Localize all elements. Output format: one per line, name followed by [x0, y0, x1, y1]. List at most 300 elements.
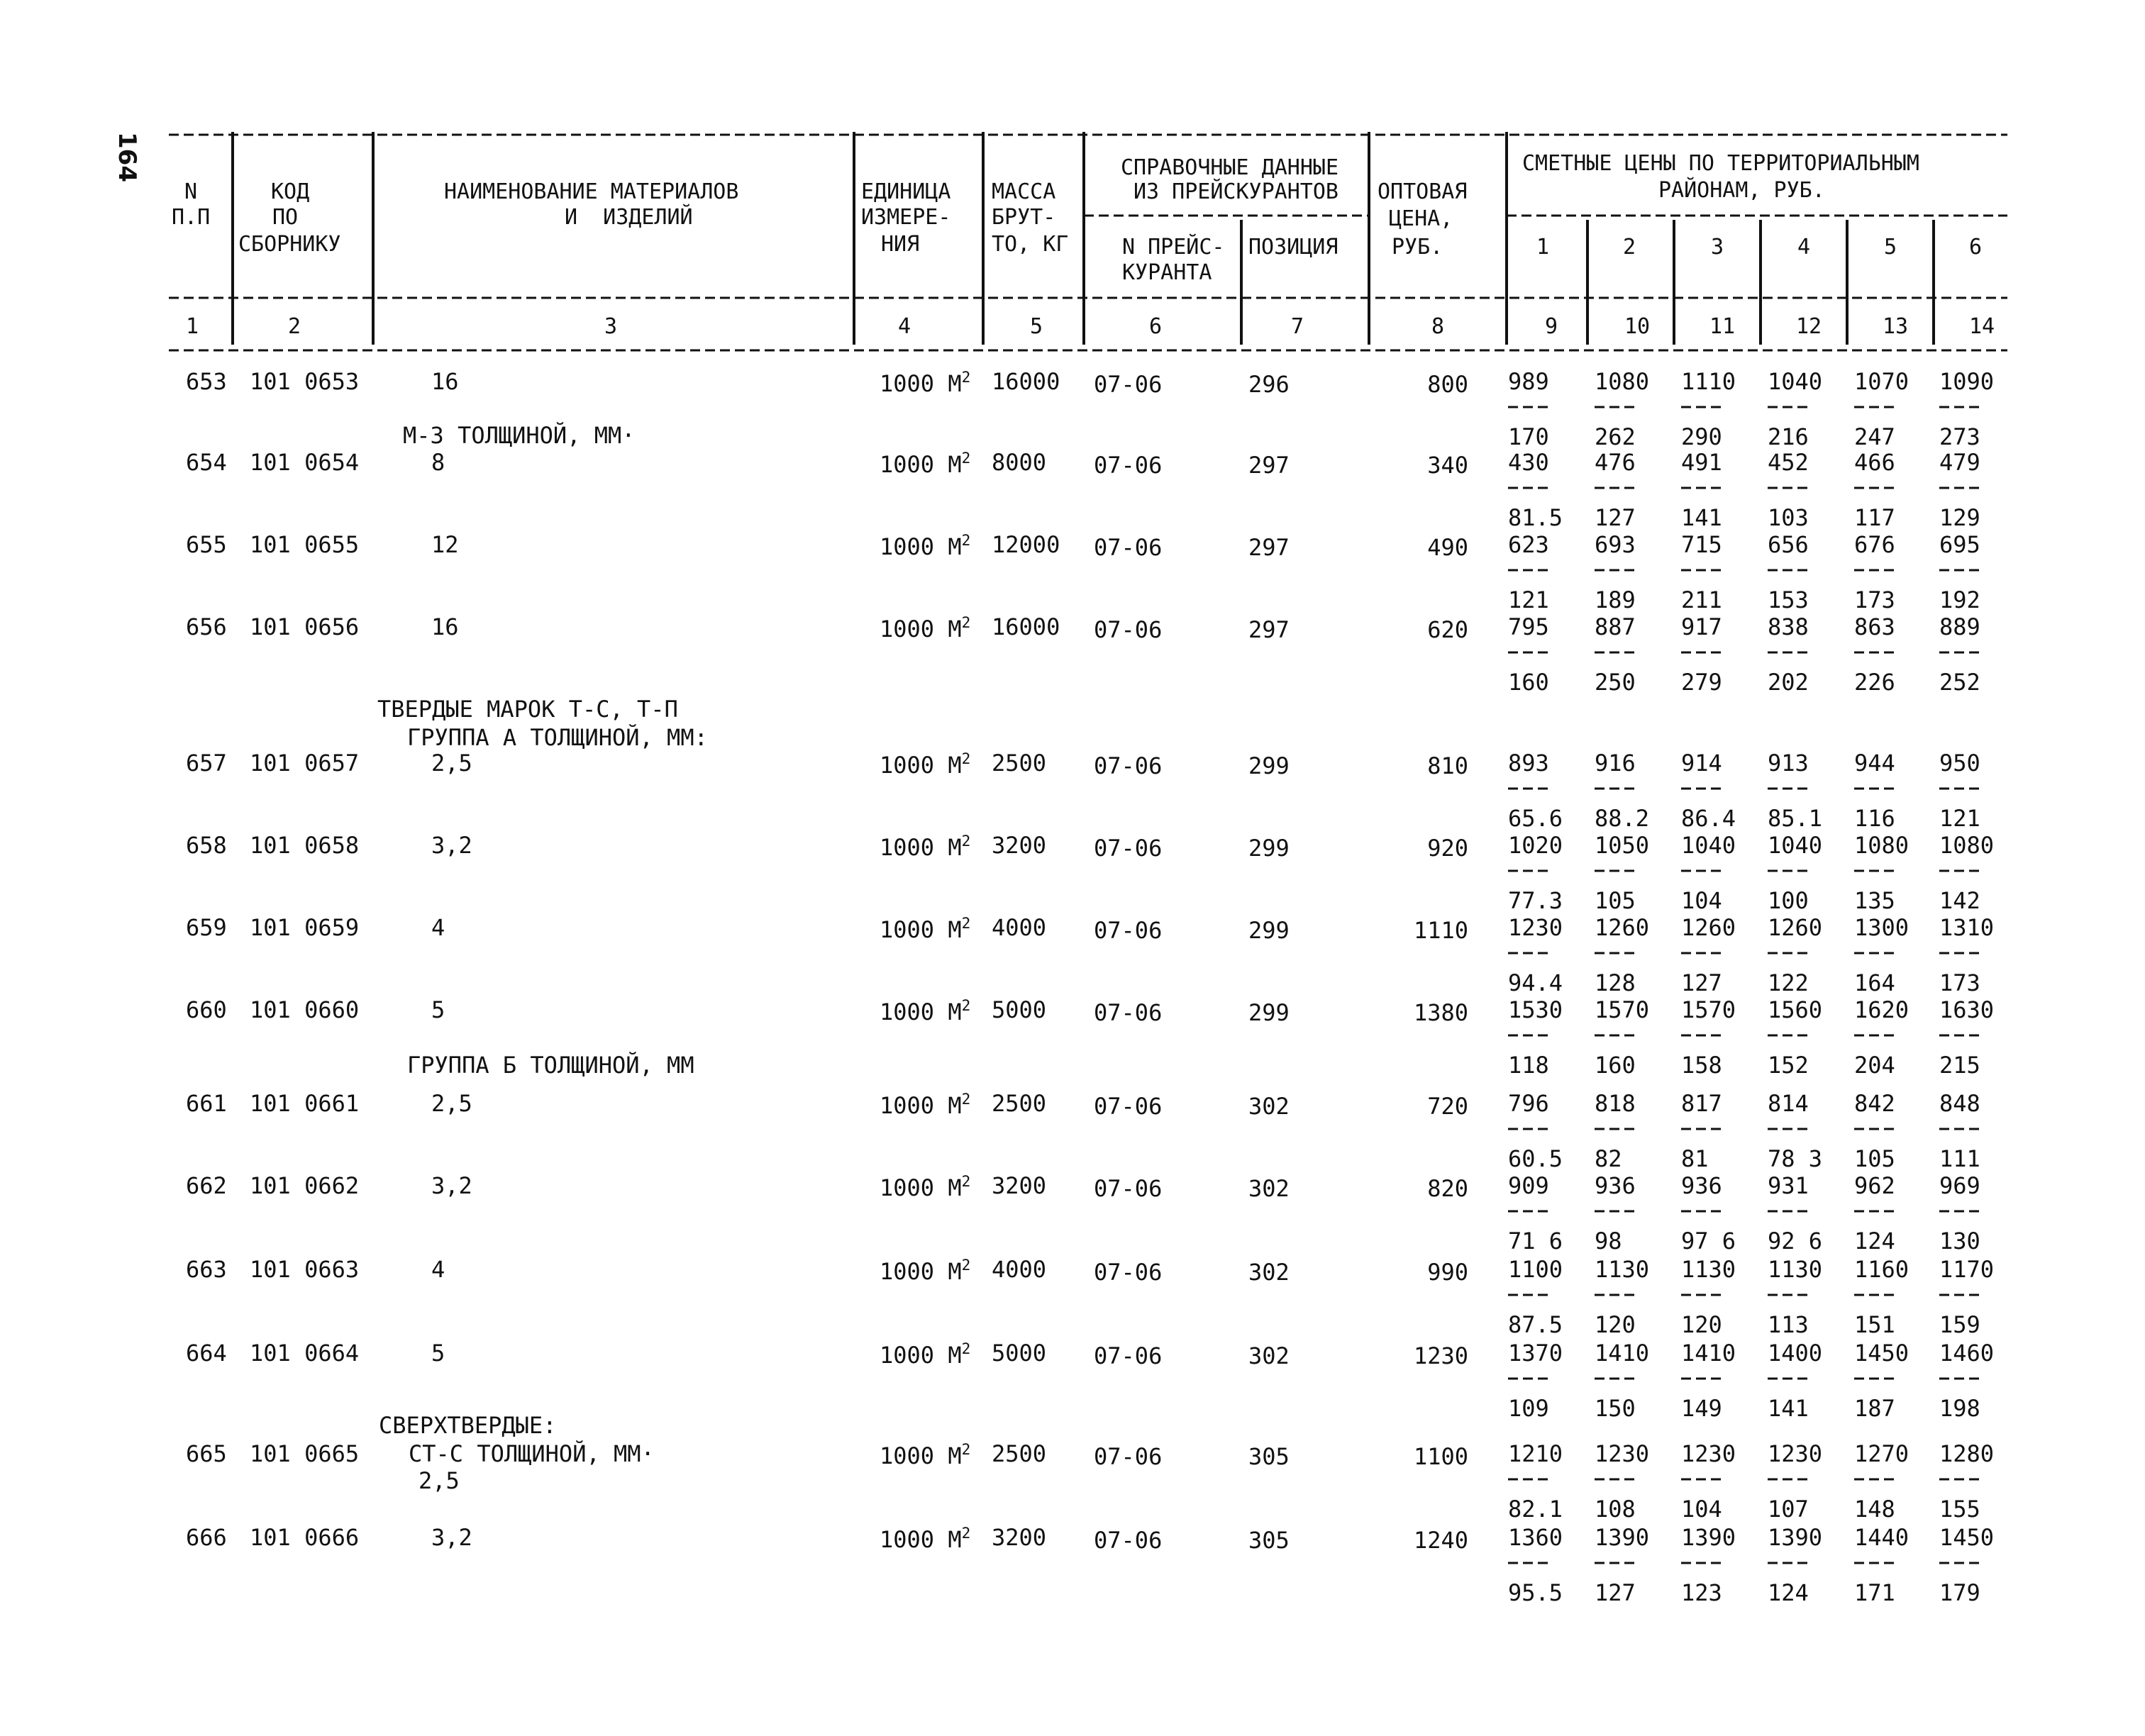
- regional-price: 1210: [1508, 1440, 1563, 1467]
- row-position: 302: [1248, 1259, 1290, 1286]
- row-code: 101 0655: [250, 531, 360, 558]
- regional-price: 715: [1681, 531, 1722, 558]
- header-name-line2: И ИЗДЕЛИЙ: [565, 205, 693, 230]
- row-number: 665: [186, 1440, 227, 1467]
- regional-sub-price: 171: [1854, 1579, 1895, 1606]
- unit-exponent: 2: [961, 1525, 971, 1542]
- region-label: 6: [1969, 235, 1983, 260]
- row-name: 3,2: [431, 832, 472, 859]
- unit-exponent: 2: [961, 450, 971, 467]
- row-wholesale: 620: [1427, 616, 1468, 643]
- row-number: 663: [186, 1256, 227, 1283]
- regional-price: 950: [1939, 750, 1980, 777]
- unit-main: 1000 М: [880, 916, 962, 943]
- row-code: 101 0658: [250, 832, 360, 859]
- section-title-superhard: СВЕРХТВЕРДЫЕ:: [379, 1412, 557, 1439]
- row-name: 8: [431, 449, 445, 476]
- unit-exponent: 2: [961, 614, 971, 631]
- unit-exponent: 2: [961, 532, 971, 549]
- regional-price: 656: [1768, 531, 1809, 558]
- regional-sub-price: 159: [1939, 1311, 1980, 1338]
- regional-sub-price: 103: [1768, 504, 1809, 531]
- header-pricelist-line2: КУРАНТА: [1122, 260, 1212, 285]
- row-mass: 2500: [992, 1440, 1047, 1467]
- regional-price: 1440: [1854, 1524, 1910, 1551]
- row-code: 101 0662: [250, 1172, 360, 1199]
- row-mass: 12000: [992, 531, 1060, 558]
- regional-price: 1050: [1595, 832, 1650, 859]
- row-pricelist: 07-06: [1094, 917, 1163, 944]
- regional-price: 1390: [1768, 1524, 1823, 1551]
- row-wholesale: 1100: [1413, 1443, 1468, 1470]
- row-mass: 2500: [992, 750, 1047, 777]
- regional-price: 1090: [1939, 368, 1995, 395]
- regional-price: 893: [1508, 750, 1549, 777]
- row-wholesale: 340: [1427, 452, 1468, 479]
- row-name: 16: [431, 368, 459, 395]
- row-position: 299: [1248, 917, 1290, 944]
- column-number: 8: [1431, 314, 1445, 339]
- regional-price: 863: [1854, 613, 1895, 640]
- regional-sub-price: 65.6: [1508, 805, 1563, 832]
- region-label: 4: [1797, 235, 1811, 260]
- unit-exponent: 2: [961, 1091, 971, 1108]
- unit-exponent: 2: [961, 369, 971, 386]
- unit-exponent: 2: [961, 833, 971, 850]
- row-code: 101 0657: [250, 750, 360, 777]
- row-name: 2,5: [431, 1090, 472, 1117]
- column-number: 6: [1149, 314, 1163, 339]
- regional-sub-price: 105: [1595, 887, 1636, 914]
- regional-sub-price: 118: [1508, 1052, 1549, 1079]
- row-code: 101 0659: [250, 914, 360, 941]
- regional-price: 889: [1939, 613, 1980, 640]
- regional-sub-price: 150: [1595, 1395, 1636, 1422]
- row-pricelist: 07-06: [1094, 1093, 1163, 1120]
- regional-sub-price: 215: [1939, 1052, 1980, 1079]
- region-label: 1: [1536, 235, 1550, 260]
- header-mass-line2: БРУТ-: [992, 205, 1056, 230]
- header-ref-line2: ИЗ ПРЕЙСКУРАНТОВ: [1134, 179, 1338, 204]
- row-code: 101 0664: [250, 1340, 360, 1367]
- row-code: 101 0666: [250, 1524, 360, 1551]
- header-position: ПОЗИЦИЯ: [1248, 235, 1338, 260]
- regional-sub-price: 94.4: [1508, 969, 1563, 996]
- regional-sub-price: 142: [1939, 887, 1980, 914]
- row-unit: [880, 1342, 970, 1367]
- row-number: 655: [186, 531, 227, 558]
- regional-price: 1360: [1508, 1524, 1563, 1551]
- regional-sub-price: 97 6: [1681, 1228, 1736, 1254]
- column-number: 14: [1969, 314, 1995, 339]
- regional-sub-price: 211: [1681, 586, 1722, 613]
- row-number: 662: [186, 1172, 227, 1199]
- row-mass: 16000: [992, 613, 1060, 640]
- regional-sub-price: 127: [1595, 504, 1636, 531]
- row-name: 5: [431, 996, 445, 1023]
- row-wholesale: 920: [1427, 835, 1468, 862]
- regional-price: 817: [1681, 1090, 1722, 1117]
- regional-price: 936: [1595, 1172, 1636, 1199]
- regional-sub-price: 158: [1681, 1052, 1722, 1079]
- row-code: 101 0654: [250, 449, 360, 476]
- regional-price: 1260: [1595, 914, 1650, 941]
- unit-main: 1000 М: [880, 451, 962, 478]
- row-pricelist: 07-06: [1094, 1175, 1163, 1202]
- regional-sub-price: 85.1: [1768, 805, 1823, 832]
- row-position: 305: [1248, 1527, 1290, 1554]
- regional-sub-price: 247: [1854, 423, 1895, 450]
- unit-main: 1000 М: [880, 1442, 962, 1469]
- regional-price: 452: [1768, 449, 1809, 476]
- regional-price: 818: [1595, 1090, 1636, 1117]
- unit-main: 1000 М: [880, 1526, 962, 1553]
- regional-price: 1080: [1939, 832, 1995, 859]
- column-number: 3: [604, 314, 618, 339]
- regional-price: 1370: [1508, 1340, 1563, 1367]
- row-wholesale: 820: [1427, 1175, 1468, 1202]
- regional-price: 931: [1768, 1172, 1809, 1199]
- regional-price: 623: [1508, 531, 1549, 558]
- unit-main: 1000 М: [880, 616, 962, 642]
- regional-sub-price: 82.1: [1508, 1496, 1563, 1523]
- row-wholesale: 1110: [1413, 917, 1468, 944]
- regional-sub-price: 121: [1508, 586, 1549, 613]
- regional-price: 1260: [1768, 914, 1823, 941]
- header-ref-line1: СПРАВОЧНЫЕ ДАННЫЕ: [1121, 155, 1339, 180]
- row-position: 302: [1248, 1175, 1290, 1202]
- section-title-st-s-thickness: 2,5: [419, 1467, 460, 1494]
- regional-sub-price: 123: [1681, 1579, 1722, 1606]
- regional-price: 1080: [1595, 368, 1650, 395]
- regional-sub-price: 129: [1939, 504, 1980, 531]
- regional-price: 848: [1939, 1090, 1980, 1117]
- header-unit-line1: ЕДИНИЦА: [861, 179, 951, 204]
- regional-price: 814: [1768, 1090, 1809, 1117]
- regional-price: 1130: [1768, 1256, 1823, 1283]
- regional-sub-price: 279: [1681, 669, 1722, 696]
- unit-main: 1000 М: [880, 533, 962, 560]
- row-number: 654: [186, 449, 227, 476]
- regional-sub-price: 109: [1508, 1395, 1549, 1422]
- row-number: 656: [186, 613, 227, 640]
- regional-sub-price: 88.2: [1595, 805, 1650, 832]
- regional-sub-price: 290: [1681, 423, 1722, 450]
- row-wholesale: 720: [1427, 1093, 1468, 1120]
- row-unit: [880, 916, 970, 941]
- regional-price: 913: [1768, 750, 1809, 777]
- row-name: 5: [431, 1340, 445, 1367]
- regional-sub-price: 173: [1939, 969, 1980, 996]
- regional-price: 962: [1854, 1172, 1895, 1199]
- regional-sub-price: 105: [1854, 1145, 1895, 1172]
- row-wholesale: 800: [1427, 371, 1468, 398]
- row-wholesale: 810: [1427, 752, 1468, 779]
- row-unit: [880, 1526, 970, 1551]
- regional-sub-price: 60.5: [1508, 1145, 1563, 1172]
- regional-price: 989: [1508, 368, 1549, 395]
- unit-exponent: 2: [961, 997, 971, 1014]
- regional-sub-price: 71 6: [1508, 1228, 1563, 1254]
- unit-main: 1000 М: [880, 1174, 962, 1201]
- regional-price: 1230: [1681, 1440, 1736, 1467]
- page-number: 164: [113, 132, 141, 182]
- row-number: 661: [186, 1090, 227, 1117]
- regional-sub-price: 155: [1939, 1496, 1980, 1523]
- row-pricelist: 07-06: [1094, 1259, 1163, 1286]
- row-unit: [880, 1258, 970, 1283]
- regional-price: 909: [1508, 1172, 1549, 1199]
- row-pricelist: 07-06: [1094, 371, 1163, 398]
- row-pricelist: 07-06: [1094, 752, 1163, 779]
- row-unit: [880, 998, 970, 1023]
- regional-price: 1450: [1939, 1524, 1995, 1551]
- row-unit: [880, 1092, 970, 1117]
- row-pricelist: 07-06: [1094, 452, 1163, 479]
- row-mass: 3200: [992, 1172, 1047, 1199]
- row-name: 3,2: [431, 1172, 472, 1199]
- regional-price: 1570: [1595, 996, 1650, 1023]
- row-pricelist: 07-06: [1094, 999, 1163, 1026]
- regional-price: 491: [1681, 449, 1722, 476]
- regional-sub-price: 130: [1939, 1228, 1980, 1254]
- regional-sub-price: 152: [1768, 1052, 1809, 1079]
- column-number: 10: [1624, 314, 1651, 339]
- regional-price: 1410: [1681, 1340, 1736, 1367]
- row-name: 4: [431, 914, 445, 941]
- regional-sub-price: 250: [1595, 669, 1636, 696]
- row-wholesale: 490: [1427, 534, 1468, 561]
- row-code: 101 0661: [250, 1090, 360, 1117]
- regional-sub-price: 81: [1681, 1145, 1709, 1172]
- row-mass: 3200: [992, 832, 1047, 859]
- row-unit: [880, 752, 970, 777]
- regional-sub-price: 124: [1768, 1579, 1809, 1606]
- unit-exponent: 2: [961, 1441, 971, 1458]
- regional-price: 1270: [1854, 1440, 1910, 1467]
- row-number: 659: [186, 914, 227, 941]
- header-wholesale-line2: ЦЕНА,: [1389, 206, 1453, 231]
- regional-sub-price: 120: [1595, 1311, 1636, 1338]
- regional-sub-price: 141: [1681, 504, 1722, 531]
- row-pricelist: 07-06: [1094, 616, 1163, 643]
- row-number: 653: [186, 368, 227, 395]
- regional-price: 914: [1681, 750, 1722, 777]
- regional-sub-price: 104: [1681, 1496, 1722, 1523]
- regional-price: 1390: [1595, 1524, 1650, 1551]
- regional-price: 1410: [1595, 1340, 1650, 1367]
- regional-price: 887: [1595, 613, 1636, 640]
- section-title-hard: ТВЕРДЫЕ МАРОК Т-С, Т-П: [377, 696, 678, 723]
- section-title-group-a: ГРУППА А ТОЛЩИНОЙ, ММ:: [407, 724, 708, 751]
- regional-sub-price: 78 3: [1768, 1145, 1823, 1172]
- regional-sub-price: 179: [1939, 1579, 1980, 1606]
- row-name: 4: [431, 1256, 445, 1283]
- regional-sub-price: 120: [1681, 1311, 1722, 1338]
- row-code: 101 0665: [250, 1440, 360, 1467]
- column-number: 7: [1291, 314, 1304, 339]
- header-unit-line3: НИЯ: [881, 232, 920, 257]
- regional-sub-price: 170: [1508, 423, 1549, 450]
- regional-price: 1310: [1939, 914, 1995, 941]
- unit-main: 1000 М: [880, 998, 962, 1025]
- regional-price: 1230: [1595, 1440, 1650, 1467]
- regional-price: 1070: [1854, 368, 1910, 395]
- header-regional-line2: РАЙОНАМ, РУБ.: [1658, 178, 1825, 203]
- regional-price: 1130: [1595, 1256, 1650, 1283]
- regional-price: 838: [1768, 613, 1809, 640]
- regional-price: 695: [1939, 531, 1980, 558]
- regional-price: 676: [1854, 531, 1895, 558]
- unit-main: 1000 М: [880, 1092, 962, 1119]
- regional-sub-price: 117: [1854, 504, 1895, 531]
- row-unit: [880, 451, 970, 476]
- regional-sub-price: 127: [1595, 1579, 1636, 1606]
- regional-sub-price: 151: [1854, 1311, 1895, 1338]
- regional-sub-price: 121: [1939, 805, 1980, 832]
- row-position: 297: [1248, 616, 1290, 643]
- unit-exponent: 2: [961, 915, 971, 932]
- column-number: 4: [898, 314, 911, 339]
- regional-sub-price: 104: [1681, 887, 1722, 914]
- header-code-line2: ПО: [272, 205, 299, 230]
- regional-price: 1130: [1681, 1256, 1736, 1283]
- regional-sub-price: 141: [1768, 1395, 1809, 1422]
- regional-sub-price: 160: [1508, 669, 1549, 696]
- row-mass: 2500: [992, 1090, 1047, 1117]
- unit-main: 1000 М: [880, 834, 962, 861]
- row-position: 305: [1248, 1443, 1290, 1470]
- header-num-line2: П.П: [172, 205, 211, 230]
- regional-sub-price: 116: [1854, 805, 1895, 832]
- regional-price: 969: [1939, 1172, 1980, 1199]
- section-title-group-b: ГРУППА Б ТОЛЩИНОЙ, ММ: [407, 1052, 694, 1079]
- header-wholesale-line3: РУБ.: [1392, 235, 1443, 260]
- regional-sub-price: 164: [1854, 969, 1895, 996]
- regional-sub-price: 98: [1595, 1228, 1622, 1254]
- regional-sub-price: 77.3: [1508, 887, 1563, 914]
- regional-price: 1450: [1854, 1340, 1910, 1367]
- regional-price: 842: [1854, 1090, 1895, 1117]
- row-pricelist: 07-06: [1094, 1443, 1163, 1470]
- regional-sub-price: 149: [1681, 1395, 1722, 1422]
- region-label: 5: [1884, 235, 1897, 260]
- regional-sub-price: 111: [1939, 1145, 1980, 1172]
- column-number: 12: [1796, 314, 1822, 339]
- regional-sub-price: 122: [1768, 969, 1809, 996]
- row-name: 16: [431, 613, 459, 640]
- row-unit: [880, 533, 970, 558]
- row-unit: [880, 616, 970, 640]
- unit-exponent: 2: [961, 1173, 971, 1190]
- regional-price: 1280: [1939, 1440, 1995, 1467]
- row-position: 297: [1248, 534, 1290, 561]
- row-number: 658: [186, 832, 227, 859]
- row-pricelist: 07-06: [1094, 835, 1163, 862]
- row-mass: 8000: [992, 449, 1047, 476]
- regional-sub-price: 92 6: [1768, 1228, 1823, 1254]
- row-position: 299: [1248, 752, 1290, 779]
- row-name: 12: [431, 531, 459, 558]
- row-code: 101 0653: [250, 368, 360, 395]
- regional-price: 1230: [1768, 1440, 1823, 1467]
- row-wholesale: 1230: [1413, 1342, 1468, 1369]
- regional-price: 1100: [1508, 1256, 1563, 1283]
- column-number: 1: [186, 314, 199, 339]
- regional-sub-price: 252: [1939, 669, 1980, 696]
- regional-price: 1570: [1681, 996, 1736, 1023]
- row-mass: 4000: [992, 914, 1047, 941]
- regional-price: 1230: [1508, 914, 1563, 941]
- column-number: 11: [1709, 314, 1736, 339]
- header-regional-line1: СМЕТНЫЕ ЦЕНЫ ПО ТЕРРИТОРИАЛЬНЫМ: [1522, 151, 1919, 176]
- row-unit: [880, 1174, 970, 1199]
- row-mass: 3200: [992, 1524, 1047, 1551]
- header-num-line1: N: [184, 179, 198, 204]
- regional-price: 1530: [1508, 996, 1563, 1023]
- row-unit: [880, 1442, 970, 1467]
- regional-price: 1170: [1939, 1256, 1995, 1283]
- regional-price: 795: [1508, 613, 1549, 640]
- regional-price: 1400: [1768, 1340, 1823, 1367]
- regional-sub-price: 113: [1768, 1311, 1809, 1338]
- regional-sub-price: 86.4: [1681, 805, 1736, 832]
- regional-price: 1040: [1768, 368, 1823, 395]
- row-number: 666: [186, 1524, 227, 1551]
- row-pricelist: 07-06: [1094, 534, 1163, 561]
- regional-sub-price: 216: [1768, 423, 1809, 450]
- regional-price: 916: [1595, 750, 1636, 777]
- row-code: 101 0663: [250, 1256, 360, 1283]
- header-mass-line3: ТО, КГ: [992, 232, 1069, 257]
- regional-sub-price: 226: [1854, 669, 1895, 696]
- row-name: 2,5: [431, 750, 472, 777]
- regional-price: 1020: [1508, 832, 1563, 859]
- row-wholesale: 1380: [1413, 999, 1468, 1026]
- regional-price: 1560: [1768, 996, 1823, 1023]
- unit-exponent: 2: [961, 1340, 971, 1357]
- region-label: 3: [1711, 235, 1724, 260]
- regional-sub-price: 273: [1939, 423, 1980, 450]
- regional-sub-price: 153: [1768, 586, 1809, 613]
- row-position: 296: [1248, 371, 1290, 398]
- regional-sub-price: 100: [1768, 887, 1809, 914]
- row-unit: [880, 370, 970, 395]
- regional-price: 1390: [1681, 1524, 1736, 1551]
- regional-sub-price: 198: [1939, 1395, 1980, 1422]
- header-pricelist-line1: N ПРЕЙС-: [1122, 235, 1225, 260]
- regional-sub-price: 262: [1595, 423, 1636, 450]
- row-position: 299: [1248, 999, 1290, 1026]
- regional-price: 1620: [1854, 996, 1910, 1023]
- header-mass-line1: МАССА: [992, 179, 1056, 204]
- column-number: 5: [1030, 314, 1043, 339]
- regional-sub-price: 107: [1768, 1496, 1809, 1523]
- regional-sub-price: 202: [1768, 669, 1809, 696]
- row-wholesale: 990: [1427, 1259, 1468, 1286]
- regional-price: 944: [1854, 750, 1895, 777]
- regional-sub-price: 173: [1854, 586, 1895, 613]
- row-number: 664: [186, 1340, 227, 1367]
- regional-price: 430: [1508, 449, 1549, 476]
- regional-price: 1460: [1939, 1340, 1995, 1367]
- regional-sub-price: 160: [1595, 1052, 1636, 1079]
- regional-sub-price: 204: [1854, 1052, 1895, 1079]
- header-name-line1: НАИМЕНОВАНИЕ МАТЕРИАЛОВ: [444, 179, 739, 204]
- row-number: 660: [186, 996, 227, 1023]
- row-mass: 5000: [992, 1340, 1047, 1367]
- row-pricelist: 07-06: [1094, 1342, 1163, 1369]
